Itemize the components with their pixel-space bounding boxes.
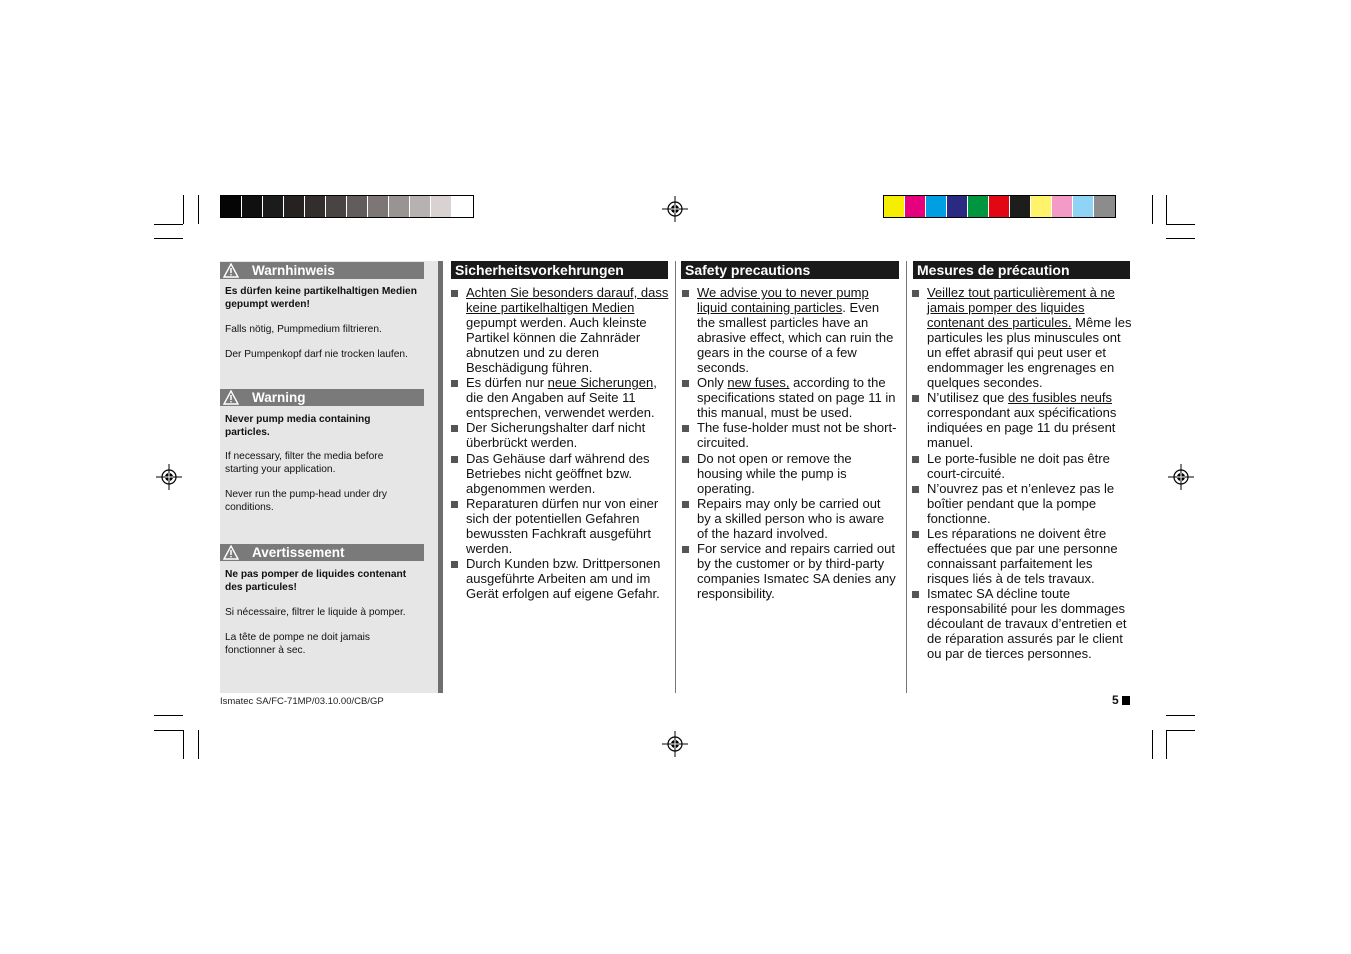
sidebar-text: Si nécessaire, filtrer le liquide à pomper.	[225, 607, 406, 618]
column-body-fr	[912, 285, 1134, 661]
color-swatch	[242, 196, 263, 217]
color-swatch	[452, 196, 473, 217]
sidebar-heading	[220, 262, 424, 279]
page-number: 5	[1112, 693, 1119, 707]
color-swatch	[347, 196, 368, 217]
warning-triangle-icon	[223, 263, 239, 278]
sidebar-edge	[438, 261, 443, 693]
bullet-item: Reparaturen dürfen nur von einer sich der potentiellen Gefahren bewussten Fachkraft ausgeführt werden.	[451, 496, 671, 556]
color-swatch	[368, 196, 389, 217]
crop-mark	[1166, 715, 1195, 716]
column-divider	[675, 261, 676, 693]
sidebar-bold-text: Es dürfen keine partikelhaltigen Medien gepumpt werden!	[225, 286, 417, 310]
crop-mark	[183, 730, 184, 759]
sidebar-bold-text: Never pump media containing particles.	[225, 414, 371, 438]
page-marker	[1122, 696, 1130, 705]
color-swatch	[947, 196, 968, 217]
column-divider	[906, 261, 907, 693]
bullet-item: Repairs may only be carried out by a skilled person who is aware of the hazard involved.	[682, 496, 897, 541]
color-swatch	[1010, 196, 1031, 217]
crop-mark	[1166, 195, 1167, 224]
emphasis-text: Veillez tout particulièrement à ne jamais pomper des liquides contenant des particules.	[927, 285, 1115, 331]
color-swatch	[284, 196, 305, 217]
color-swatch	[905, 196, 926, 217]
color-swatch	[221, 196, 242, 217]
sidebar-text: Falls nötig, Pumpmedium filtrieren.	[225, 324, 382, 335]
color-swatch	[926, 196, 947, 217]
crop-mark	[154, 730, 183, 731]
crop-mark	[183, 195, 184, 224]
sidebar-heading-label: Warning	[252, 390, 306, 405]
grayscale-bar	[220, 195, 474, 218]
color-swatch	[389, 196, 410, 217]
bullet-item: Es dürfen nur neue Sicherungen, die den Angaben auf Seite 11 entsprechen, verwendet werden.	[451, 375, 671, 420]
warning-triangle-icon	[223, 390, 239, 405]
sidebar-bold-text: Ne pas pomper de liquides contenant des particules!	[225, 569, 407, 593]
crop-mark	[154, 715, 183, 716]
crop-mark	[198, 195, 199, 224]
bullet-item: Ismatec SA décline toute responsabilité pour les dommages découlant de travaux d’entretien et de réparation assurés par le client ou par de tierces personnes.	[912, 586, 1134, 661]
bullet-item: Der Sicherungshalter darf nicht überbrückt werden.	[451, 420, 671, 450]
column-heading-de: Sicherheitsvorkehrungen	[451, 261, 668, 279]
bullet-item: The fuse-holder must not be short-circuited.	[682, 420, 897, 450]
registration-mark-icon	[1168, 464, 1194, 490]
crop-mark	[1166, 238, 1195, 239]
crop-mark	[198, 730, 199, 759]
bullet-item: We advise you to never pump liquid containing particles. Even the smallest particles have an abrasive effect, which can ruin the gears in the course of a few seconds.	[682, 285, 897, 375]
color-swatch	[431, 196, 452, 217]
crop-mark	[1166, 730, 1167, 759]
column-body-de	[451, 285, 671, 601]
sidebar-heading-label: Avertissement	[252, 545, 345, 560]
bullet-item: Achten Sie besonders darauf, dass keine partikelhaltigen Medien gepumpt werden. Auch kleinste Partikel können die Zahnräder abnutzen und zu deren Beschädigung führen.	[451, 285, 671, 375]
bullet-item: Das Gehäuse darf während des Betriebes nicht geöffnet bzw. abgenommen werden.	[451, 451, 671, 496]
color-swatch	[326, 196, 347, 217]
bullet-item: N’ouvrez pas et n’enlevez pas le boîtier pendant que la pompe fonctionne.	[912, 481, 1134, 526]
sidebar-text: Never run the pump-head under dry conditions.	[225, 489, 387, 513]
bullet-item: Les réparations ne doivent être effectuées que par une personne connaissant parfaitement les risques liés à de tels travaux.	[912, 526, 1134, 586]
column-heading-en: Safety precautions	[681, 261, 899, 279]
color-swatch	[1031, 196, 1052, 217]
registration-mark-icon	[156, 464, 182, 490]
sidebar-text: Der Pumpenkopf darf nie trocken laufen.	[225, 349, 408, 360]
emphasis-text: new fuses,	[727, 375, 790, 391]
color-swatch	[968, 196, 989, 217]
bullet-item: N’utilisez que des fusibles neufs correspondant aux spécifications indiquées en page 11 du présent manuel.	[912, 390, 1134, 450]
bullet-item: Only new fuses, according to the specifications stated on page 11 in this manual, must be used.	[682, 375, 897, 420]
emphasis-text: neue Sicherungen	[547, 375, 654, 391]
sidebar-heading	[220, 544, 424, 561]
emphasis-text: des fusibles neufs	[1007, 390, 1113, 406]
sidebar-heading-label: Warnhinweis	[252, 263, 335, 278]
emphasis-text: We advise you to never pump liquid containing particles	[697, 285, 869, 316]
crop-mark	[1166, 730, 1195, 731]
color-swatch	[305, 196, 326, 217]
color-swatch	[989, 196, 1010, 217]
color-swatch	[884, 196, 905, 217]
column-body-en	[682, 285, 897, 601]
color-swatch	[410, 196, 431, 217]
crop-mark	[1152, 195, 1153, 224]
bullet-item: Do not open or remove the housing while the pump is operating.	[682, 451, 897, 496]
color-swatch	[1094, 196, 1115, 217]
color-swatch	[263, 196, 284, 217]
sidebar-text: If necessary, filter the media before starting your application.	[225, 451, 384, 475]
color-swatch	[1052, 196, 1073, 217]
crop-mark	[1166, 224, 1195, 225]
crop-mark	[154, 224, 183, 225]
crop-mark	[1152, 730, 1153, 759]
emphasis-text: Achten Sie besonders darauf, dass keine partikelhaltigen Medien	[466, 285, 669, 316]
document-id: Ismatec SA/FC-71MP/03.10.00/CB/GP	[220, 696, 384, 707]
sidebar-heading	[220, 389, 424, 406]
bullet-item: Veillez tout particulièrement à ne jamais pomper des liquides contenant des particules. Même les particules les plus minuscules ont un effet abrasif qui peut user et endommager les engrenages en quelques secondes.	[912, 285, 1134, 390]
column-heading-fr: Mesures de précaution	[913, 261, 1130, 279]
crop-mark	[154, 238, 183, 239]
color-bar	[883, 195, 1116, 218]
color-swatch	[1073, 196, 1094, 217]
bullet-item: For service and repairs carried out by the customer or by third-party companies Ismatec SA denies any responsibility.	[682, 541, 897, 601]
bullet-item: Durch Kunden bzw. Drittpersonen ausgeführte Arbeiten am und im Gerät erfolgen auf eigene Gefahr.	[451, 556, 671, 601]
sidebar-text: La tête de pompe ne doit jamais fonctionner à sec.	[225, 632, 370, 656]
warning-triangle-icon	[223, 545, 239, 560]
bullet-item: Le porte-fusible ne doit pas être court-circuité.	[912, 451, 1134, 481]
registration-mark-icon	[662, 196, 688, 222]
registration-mark-icon	[662, 731, 688, 757]
